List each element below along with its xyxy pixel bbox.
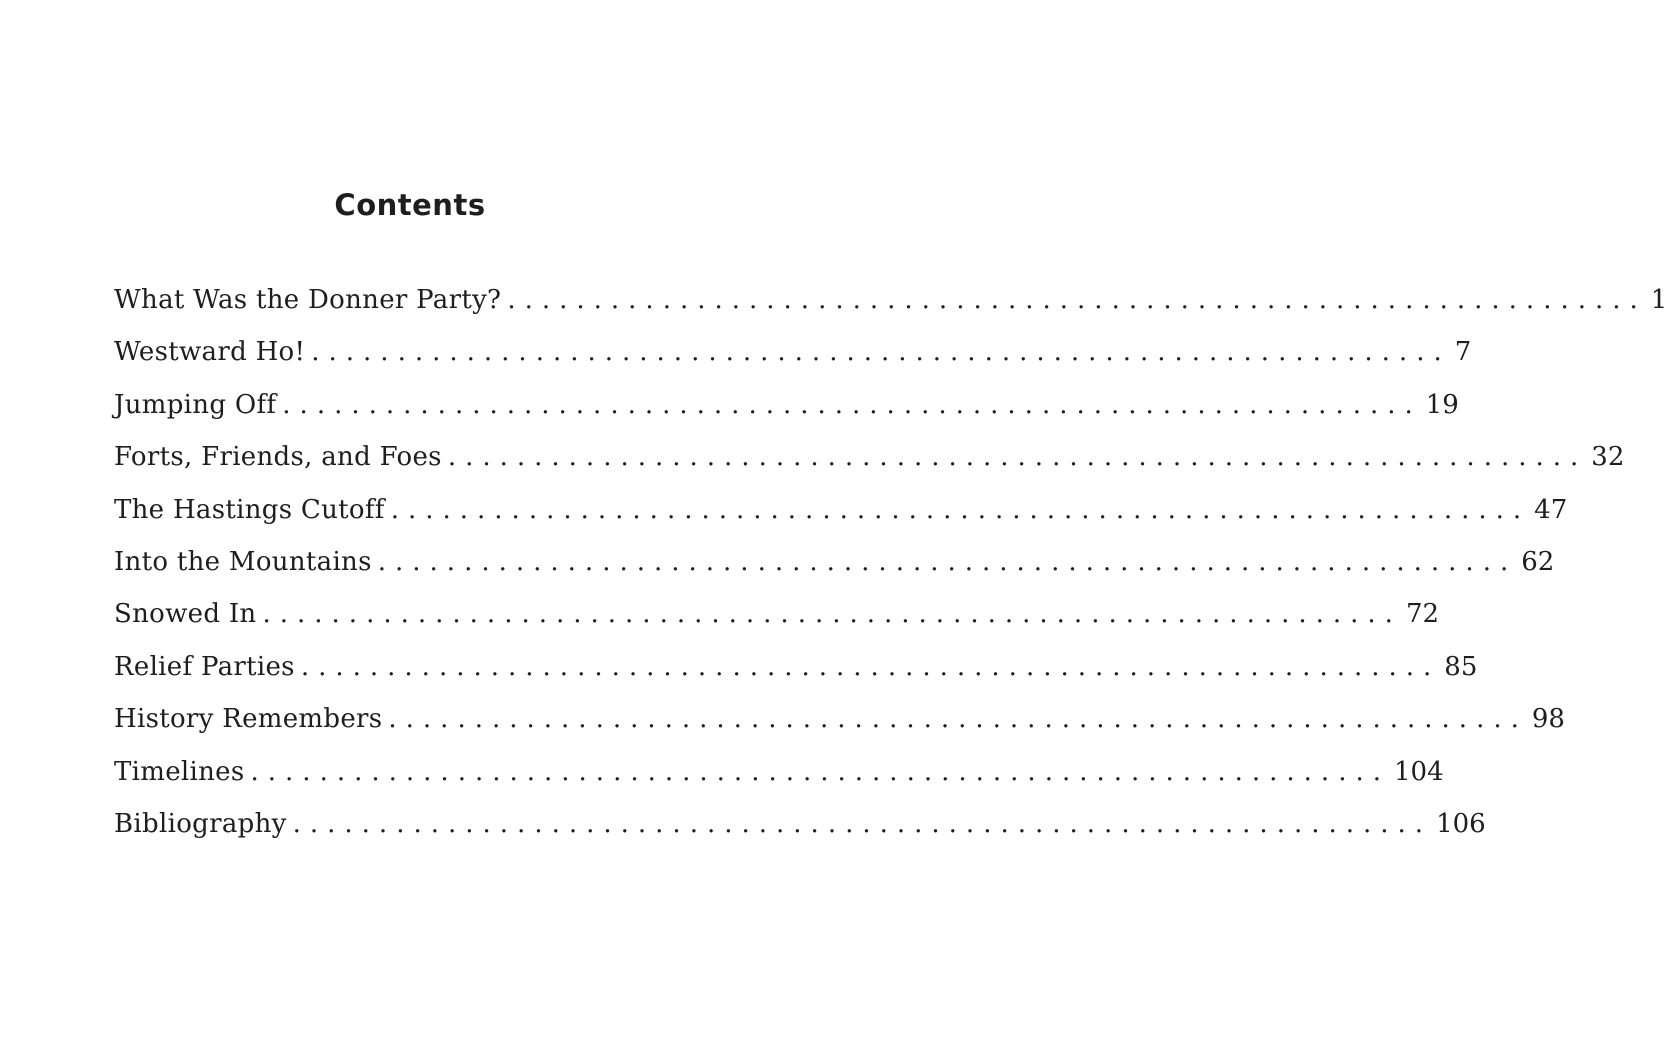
toc-entry-title: Snowed In	[114, 599, 257, 630]
toc-entry-page-number: 47	[1534, 494, 1568, 525]
toc-entry-title: Relief Parties	[114, 651, 295, 682]
dot-leader: ..................................................................	[262, 599, 1402, 630]
toc-entry-title: Forts, Friends, and Foes	[114, 442, 442, 473]
dot-leader: ..................................................................	[282, 389, 1422, 420]
toc-entry	[114, 439, 1625, 491]
toc-entry-page-number: 106	[1436, 808, 1486, 839]
toc-entry-title: Timelines	[114, 756, 245, 787]
toc-entry	[114, 649, 1478, 701]
toc-entry	[114, 282, 1667, 334]
toc-entry	[114, 806, 1486, 858]
dot-leader: ..................................................................	[388, 704, 1528, 735]
toc-entry-title: Jumping Off	[114, 389, 277, 420]
toc-entry	[114, 754, 1444, 806]
toc-entry-page-number: 104	[1393, 756, 1444, 787]
toc-entry-title: Westward Ho!	[114, 337, 306, 368]
table-of-contents	[114, 282, 1667, 858]
dot-leader: ..................................................................	[300, 651, 1441, 682]
dot-leader: ..................................................................	[447, 442, 1588, 473]
toc-entry	[114, 492, 1568, 544]
dot-leader: ..................................................................	[250, 756, 1390, 787]
toc-entry-page-number: 7	[1454, 337, 1472, 368]
toc-entry	[114, 387, 1459, 439]
toc-entry-page-number: 19	[1425, 389, 1459, 420]
toc-entry-page-number: 1	[1650, 285, 1667, 315]
toc-entry-page-number: 32	[1591, 442, 1625, 473]
toc-entry-title: Into the Mountains	[114, 546, 372, 577]
toc-entry-title: History Remembers	[114, 704, 383, 735]
dot-leader: ..................................................................	[292, 808, 1433, 839]
toc-entry-page-number: 85	[1444, 651, 1478, 682]
dot-leader: ..................................................................	[507, 285, 1647, 315]
toc-entry	[114, 701, 1565, 753]
toc-entry-title: The Hastings Cutoff	[114, 494, 385, 525]
toc-entry-page-number: 72	[1405, 599, 1440, 630]
page-title: Contents	[334, 188, 486, 222]
toc-entry	[114, 544, 1555, 596]
toc-entry-page-number: 98	[1531, 704, 1565, 735]
dot-leader: ..................................................................	[311, 337, 1451, 368]
dot-leader: ..................................................................	[390, 494, 1531, 525]
dot-leader: ..................................................................	[377, 546, 1518, 577]
toc-entry	[114, 334, 1472, 386]
toc-entry	[114, 596, 1440, 648]
toc-entry-title: What Was the Donner Party?	[114, 285, 502, 315]
toc-entry-page-number: 62	[1521, 546, 1555, 577]
toc-entry-title: Bibliography	[114, 808, 287, 839]
